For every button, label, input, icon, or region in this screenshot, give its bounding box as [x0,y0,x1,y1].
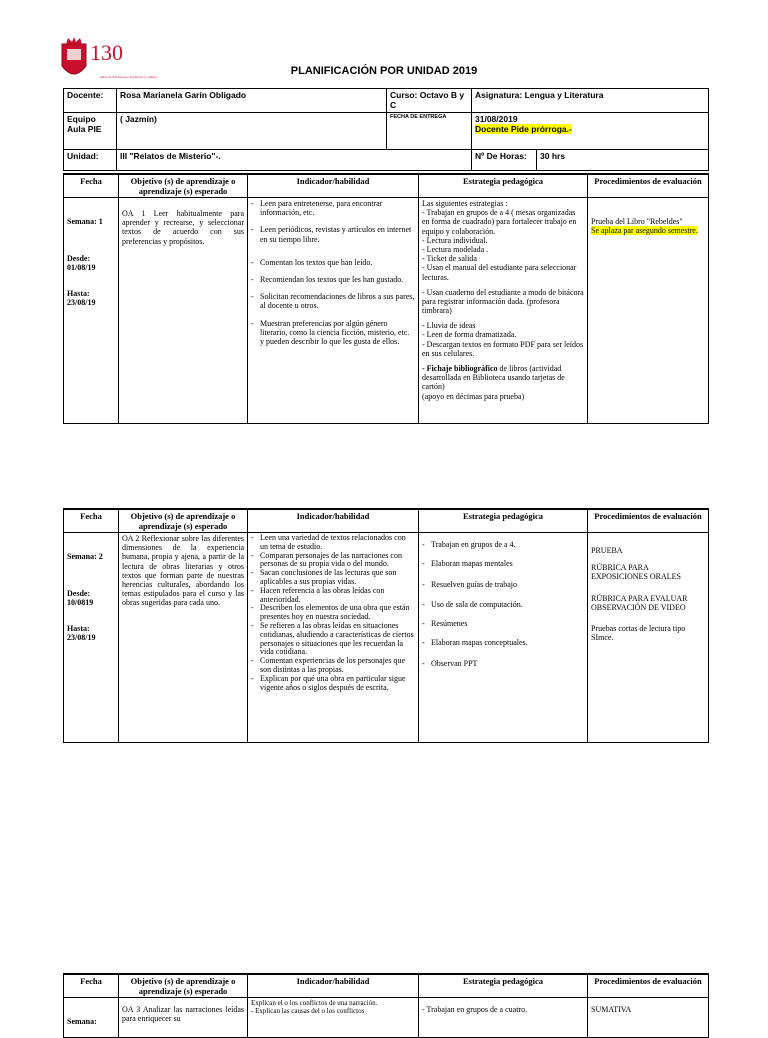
estrategia-intro: Las siguientes estrategias : [422,199,508,208]
logo-caption: Años de Excelencia, Tradición y Cultura [100,75,157,79]
estrategia-2-6: - Elaboran mapas conceptuales. [431,638,584,647]
indicador-1-5: - Solicitan recomendaciones de libros a sus pares, al docente u otros. [260,292,415,310]
plan-table-3 [63,973,709,1038]
evaluacion-2-1: PRUEBA [591,546,623,555]
docente-label: Docente: [64,89,117,113]
estrategia-1-4: - Ticket de salida [422,254,477,264]
page-title: PLANIFICACIÓN POR UNIDAD 2019 [290,65,478,77]
estrategia-2-4: - Uso de sala de computación. [431,600,584,609]
fecha-entrega-label: FECHA DE ENTREGA [387,113,472,150]
semana-2: Semana: 2 [67,552,103,561]
estrategia-3-1: - Trabajan en grupos de a cuatro. [422,1005,528,1014]
indicador-2-8: - Explican por qué una obra en particular sigue vigente años o siglos después de escrita. [260,675,415,693]
indicador-2-5: - Describen los elementos de una obra que están presentes hoy en nuestra sociedad. [260,604,415,622]
unidad-value: III "Relatos de Misterio"-. [117,150,472,171]
objetivo-1: OA 1 Leer habitualmente para aprender y recrearse, y seleccionar textos de acuerdo con sus preferencias y propósitos. [122,209,244,246]
indicador-2-3: - Sacan conclusiones de las lecturas que son aplicables a sus propias vidas. [260,569,415,587]
estrategia-1-3: - Lectura modelada . [422,244,489,254]
hasta-1: Hasta: 23/08/19 [67,288,96,307]
indicador-3-2: - Explican las causas del o los conflictos [251,1007,365,1016]
col-indicador: Indicador/habilidad [248,174,419,198]
estrategia-2-3: - Resuelven guías de trabajo [431,580,584,589]
desde-2: Desde: 10/0819 [67,589,94,608]
estrategia-1-9: - Descargan textos en formato PDF para ser leídos en sus celulares. [422,339,584,358]
estrategia-1-7: - Lluvia de ideas [422,321,476,331]
semana-1: Semana: 1 [67,217,103,226]
col-fecha: Fecha [64,174,119,198]
horas-label: Nº De Horas: [472,150,537,171]
indicador-3-1: Explican el o los conflictos de una narración. [251,999,378,1007]
estrategia-1-2: - Lectura individual. [422,235,488,245]
col-objetivo-2: Objetivo (s) de aprendizaje o aprendizaje (s) esperado [119,509,248,533]
equipo-value: ( Jazmín) [117,113,387,150]
plan-table-2 [63,508,709,743]
evaluacion-3-1: SUMATIVA [591,1005,632,1014]
col-objetivo: Objetivo (s) de aprendizaje o aprendizaje (s) esperado [119,174,248,198]
col-evaluacion-3: Procedimientos de evaluación [588,974,709,998]
hasta-2: Hasta: 23/08/19 [67,623,96,642]
col-fecha-3: Fecha [64,974,119,998]
evaluacion-2-4: Pruebas cortas de lectura tipo SImce. [591,623,686,643]
estrategia-2-1: - Trabajan en grupos de a 4. [431,540,584,549]
col-indicador-2: Indicador/habilidad [248,509,419,533]
fichaje: - Fichaje bibliográfico de libros (actividad desarrollada en Biblioteca usando tarjetas de cartón) [422,364,565,392]
indicador-1-6: - Muestran preferencias por algún género literario, como la ciencia ficción, misterio, etc. y pueden describir lo que les gusta de ellos. [260,319,415,347]
indicador-2-7: - Comentan experiencias de los personajes que son distintas a las propias. [260,657,415,675]
estrategia-2-5: - Resúmenes [431,619,584,628]
curso-label: Curso: Octavo B y C [387,89,472,113]
indicador-1-1: - Leen para entretenerse, para encontrar información, etc. [260,199,415,217]
col-evaluacion-2: Procedimientos de evaluación [588,509,709,533]
evaluacion-2-2: RÚBRICA PARA EXPOSICIONES ORALES [591,563,682,582]
evaluacion-1: Prueba del Libro "Rebeldes" [591,217,683,226]
estrategia-1-8: - Leen de forma dramatizada. [422,330,517,340]
objetivo-2: OA 2 Reflexionar sobre las diferentes dimensiones de la experiencia humana, propia y ajena, a partir de la lectura de obras literarias y otros textos que forman parte de nuestras herencias culturales, abordando los temas estipulados para el curso y las obras sugeridas para cada uno. [122,534,244,608]
evaluacion-2-3: RÚBRICA PARA EVALUAR OBSERVACIÓN DE VIDEO [591,593,688,612]
fichaje-note: (apoyo en décimas para prueba) [422,391,525,401]
estrategia-1-6: - Usan cuaderno del estudiante a modo de bitácora para registrar información dada. (profesora timbrara) [422,287,584,316]
col-estrategia-3: Estrategia pedagógica [419,974,588,998]
indicador-2-2: - Comparan personajes de las narraciones con personas de su propia vida o del mundo. [260,552,415,570]
desde-1: Desde: 01/08/19 [67,254,96,273]
docente-value: Rosa Marianela Garín Obligado [117,89,387,113]
col-estrategia: Estrategia pedagógica [419,174,588,198]
horas-value: 30 hrs [537,150,709,171]
unidad-label: Unidad: [64,150,117,171]
semana-3: Semana: [67,1017,97,1026]
estrategia-1-1: - Trabajan en grupos de a 4 ( mesas organizadas en forma de cuadrado) para fortalecer trabajo en equipo y colaboración. [422,208,577,236]
logo-number: 130 [90,40,123,65]
estrategia-2-2: - Elaboran mapas mentales [431,559,584,568]
col-indicador-3: Indicador/habilidad [248,974,419,998]
col-evaluacion: Procedimientos de evaluación [588,174,709,198]
indicador-1-3: - Comentan los textos que han leído. [260,258,415,267]
indicador-2-6: - Se refieren a las obras leídas en situaciones cotidianas, aludiendo a características de ciertos personajes o situaciones que les recuerdan la vida cotidiana. [260,622,415,657]
fecha-entrega-value: 31/08/2019 [475,114,518,124]
indicador-1-2: - Leen periódicos, revistas y artículos en internet en su tiempo libre. [260,225,415,243]
asignatura: Asignatura: Lengua y Literatura [472,89,709,113]
estrategia-2-7: - Observan PPT [431,659,584,668]
equipo-label: Equipo Aula PIE [64,113,117,150]
indicador-2-1: - Leen una variedad de textos relacionados con un tema de estudio. [260,534,415,552]
header-table [63,88,709,171]
col-objetivo-3: Objetivo (s) de aprendizaje o aprendizaje (s) esperado [119,974,248,998]
estrategia-1-5: - Usan el manual del estudiante para seleccionar lecturas. [422,263,577,282]
prorroga-note: Docente Pide prórroga.- [475,124,572,134]
col-estrategia-2: Estrategia pedagógica [419,509,588,533]
evaluacion-1-note: Se aplaza par asegundo semestre. [591,226,698,236]
indicador-1-4: - Recomiendan los textos que les han gustado. [260,275,415,284]
col-fecha-2: Fecha [64,509,119,533]
indicador-2-4: - Hacen referencia a las obras leídas con anterioridad. [260,587,415,605]
plan-table-1 [63,173,709,424]
objetivo-3: OA 3 Analizar las narraciones leídas para enriquecer su [122,1005,244,1024]
school-logo [58,36,158,90]
